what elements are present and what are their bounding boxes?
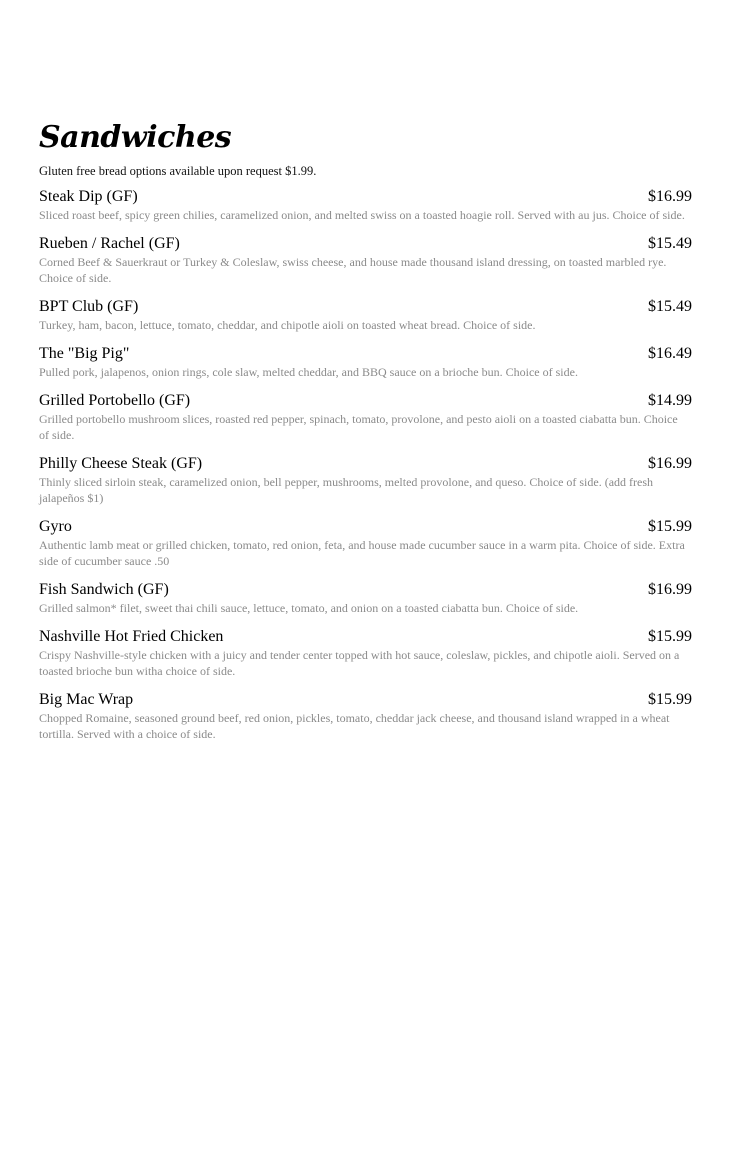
menu-item-name: Nashville Hot Fried Chicken xyxy=(39,628,224,645)
menu-item-header xyxy=(39,344,692,363)
menu-item-price: $16.99 xyxy=(648,188,692,205)
menu-item-description: Chopped Romaine, seasoned ground beef, red onion, pickles, tomato, cheddar jack cheese, and thousand island wrapped in a wheat tortilla. Served with a choice of side. xyxy=(39,711,670,741)
menu-item-price: $16.49 xyxy=(648,345,692,362)
menu-item xyxy=(39,517,692,569)
menu-item-header xyxy=(39,297,692,316)
menu-item-name: Philly Cheese Steak (GF) xyxy=(39,455,203,472)
menu-item-description: Corned Beef & Sauerkraut or Turkey & Coleslaw, swiss cheese, and house made thousand island dressing, on toasted marbled rye. Choice of side. xyxy=(39,255,667,285)
menu-item-name: BPT Club (GF) xyxy=(39,298,139,315)
section-note: Gluten free bread options available upon request $1.99. xyxy=(39,164,317,178)
menu-item xyxy=(39,580,692,616)
menu-item xyxy=(39,454,692,506)
menu-item-name: Steak Dip (GF) xyxy=(39,188,138,205)
menu-item-description: Sliced roast beef, spicy green chilies, caramelized onion, and melted swiss on a toasted hoagie roll. Served with au jus. Choice of side. xyxy=(39,208,685,222)
menu-item-header xyxy=(39,690,692,709)
menu-item xyxy=(39,627,692,679)
menu-item-name: Grilled Portobello (GF) xyxy=(39,392,191,409)
menu-item-header xyxy=(39,627,692,646)
menu-item-header xyxy=(39,517,692,536)
menu-item xyxy=(39,690,692,742)
menu-item-price: $15.99 xyxy=(648,628,692,645)
menu-item-description: Authentic lamb meat or grilled chicken, tomato, red onion, feta, and house made cucumber sauce in a warm pita. Choice of side. Extra side of cucumber sauce .50 xyxy=(39,538,685,568)
menu-page xyxy=(39,120,692,753)
menu-item-name: Gyro xyxy=(39,518,72,535)
menu-item xyxy=(39,234,692,286)
menu-item-description: Grilled salmon* filet, sweet thai chili sauce, lettuce, tomato, and onion on a toasted ciabatta bun. Choice of side. xyxy=(39,601,579,615)
menu-item-description: Pulled pork, jalapenos, onion rings, cole slaw, melted cheddar, and BBQ sauce on a brioche bun. Choice of side. xyxy=(39,365,578,379)
menu-item-name: Fish Sandwich (GF) xyxy=(39,581,169,598)
menu-item-header xyxy=(39,187,692,206)
menu-item-name: Rueben / Rachel (GF) xyxy=(39,235,180,252)
menu-item-price: $15.49 xyxy=(648,235,692,252)
menu-item-description: Grilled portobello mushroom slices, roasted red pepper, spinach, tomato, provolone, and pesto aioli on a toasted ciabatta bun. Choice of side. xyxy=(39,412,678,442)
menu-item xyxy=(39,297,692,333)
section-title: Sandwiches xyxy=(39,120,232,155)
menu-item-name: Big Mac Wrap xyxy=(39,691,134,708)
menu-item-header xyxy=(39,234,692,253)
menu-item-header xyxy=(39,454,692,473)
menu-item-name: The "Big Pig" xyxy=(39,345,130,362)
menu-item-price: $16.99 xyxy=(648,581,692,598)
menu-item xyxy=(39,391,692,443)
menu-item-header xyxy=(39,391,692,410)
menu-item xyxy=(39,344,692,380)
menu-item-price: $15.99 xyxy=(648,518,692,535)
menu-item-price: $15.49 xyxy=(648,298,692,315)
menu-item-description: Turkey, ham, bacon, lettuce, tomato, cheddar, and chipotle aioli on toasted wheat bread. Choice of side. xyxy=(39,318,536,332)
menu-item-description: Crispy Nashville-style chicken with a juicy and tender center topped with hot sauce, coleslaw, pickles, and chipotle aioli. Served on a toasted brioche bun witha choice of side. xyxy=(39,648,680,678)
menu-item-price: $14.99 xyxy=(648,392,692,409)
menu-item-header xyxy=(39,580,692,599)
menu-item-price: $16.99 xyxy=(648,455,692,472)
menu-item-price: $15.99 xyxy=(648,691,692,708)
menu-item-list xyxy=(39,187,692,742)
menu-item-description: Thinly sliced sirloin steak, caramelized onion, bell pepper, mushrooms, melted provolone, and queso. Choice of side. (add fresh jalapeños $1) xyxy=(39,475,654,505)
menu-item xyxy=(39,187,692,223)
